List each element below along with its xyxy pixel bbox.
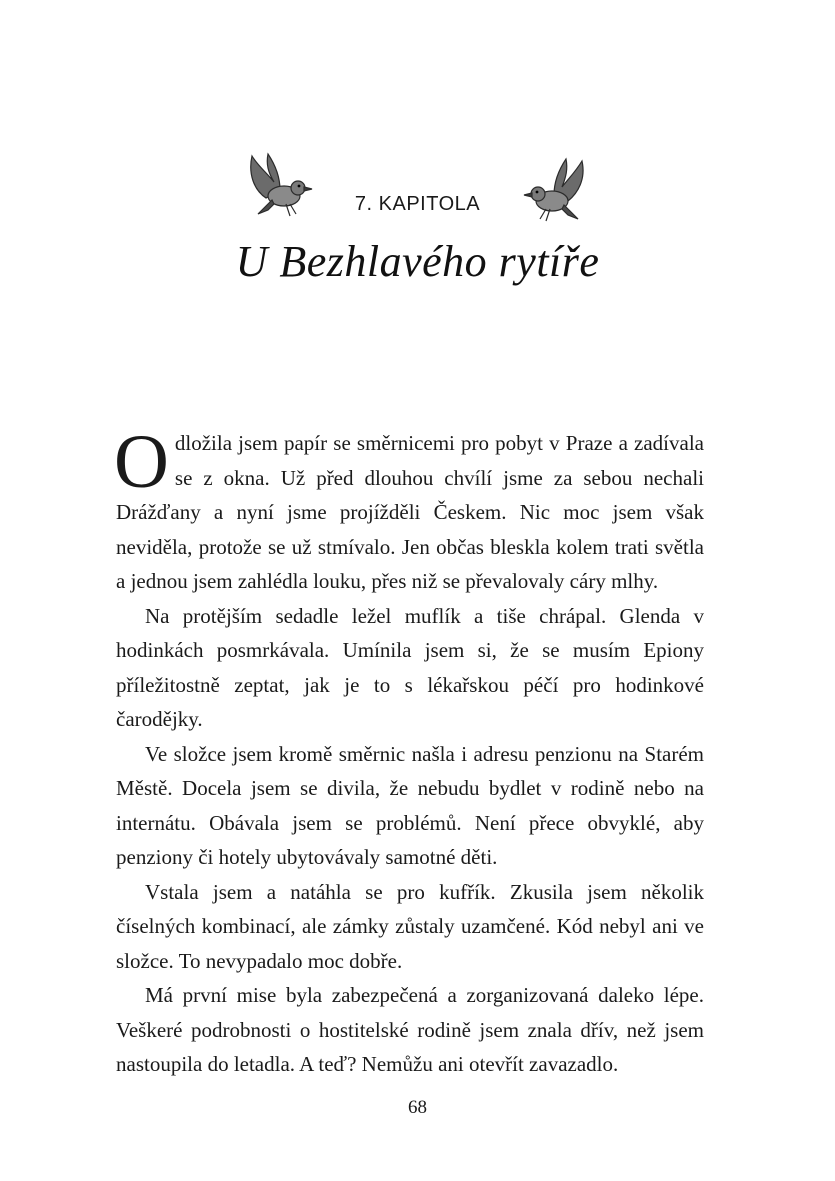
chapter-title: U Bezhlavého rytíře xyxy=(235,237,600,286)
bird-illustration-right-icon xyxy=(520,157,592,225)
drop-cap: O xyxy=(114,420,169,504)
paragraph xyxy=(114,420,704,599)
paragraph: Ve složce jsem kromě směrnic našla i adresu penzionu na Starém Městě. Docela jsem se divila, že nebudu bydlet v rodině nebo na internátu. Obávala jsem se problémů. Není přece obvyklé, aby penziony či hotely ubytovávaly samotné děti. xyxy=(116,741,704,869)
page-number: 68 xyxy=(408,1097,427,1118)
paragraph-text: dložila jsem papír se směrnicemi pro pobyt v Praze a zadívala se z okna. Už před dlouhou chvílí jsme za sebou nechali Drážďany a nyní jsme projížděli Českem. Nic moc jsem však neviděla, protože se už stmívalo. Jen občas bleskla kolem trati světla a jednou jsem zahlédla louku, přes niž se převalovaly cáry mlhy. xyxy=(116,431,704,593)
paragraph: Na protějším sedadle ležel muflík a tiše chrápal. Glenda v hodinkách posmrkávala. Umínila jsem si, že se musím Epiony příležitostně zeptat, jak je to s lékařskou péčí pro hodinkové čarodějky. xyxy=(116,603,704,731)
chapter-body xyxy=(114,420,704,1082)
paragraph: Vstala jsem a natáhla se pro kufřík. Zkusila jsem několik číselných kombinací, ale zámky zůstaly uzamčené. Kód nebyl ani ve složce. To nevypadalo moc dobře. xyxy=(116,879,704,973)
chapter-label: 7. KAPITOLA xyxy=(354,193,481,215)
paragraph: Má první mise byla zabezpečená a zorganizovaná daleko lépe. Veškeré podrobnosti o hostitelské rodině jsem znala dřív, než jsem nastoupila do letadla. A teď? Nemůžu ani otevřít zavazadlo. xyxy=(116,983,704,1076)
